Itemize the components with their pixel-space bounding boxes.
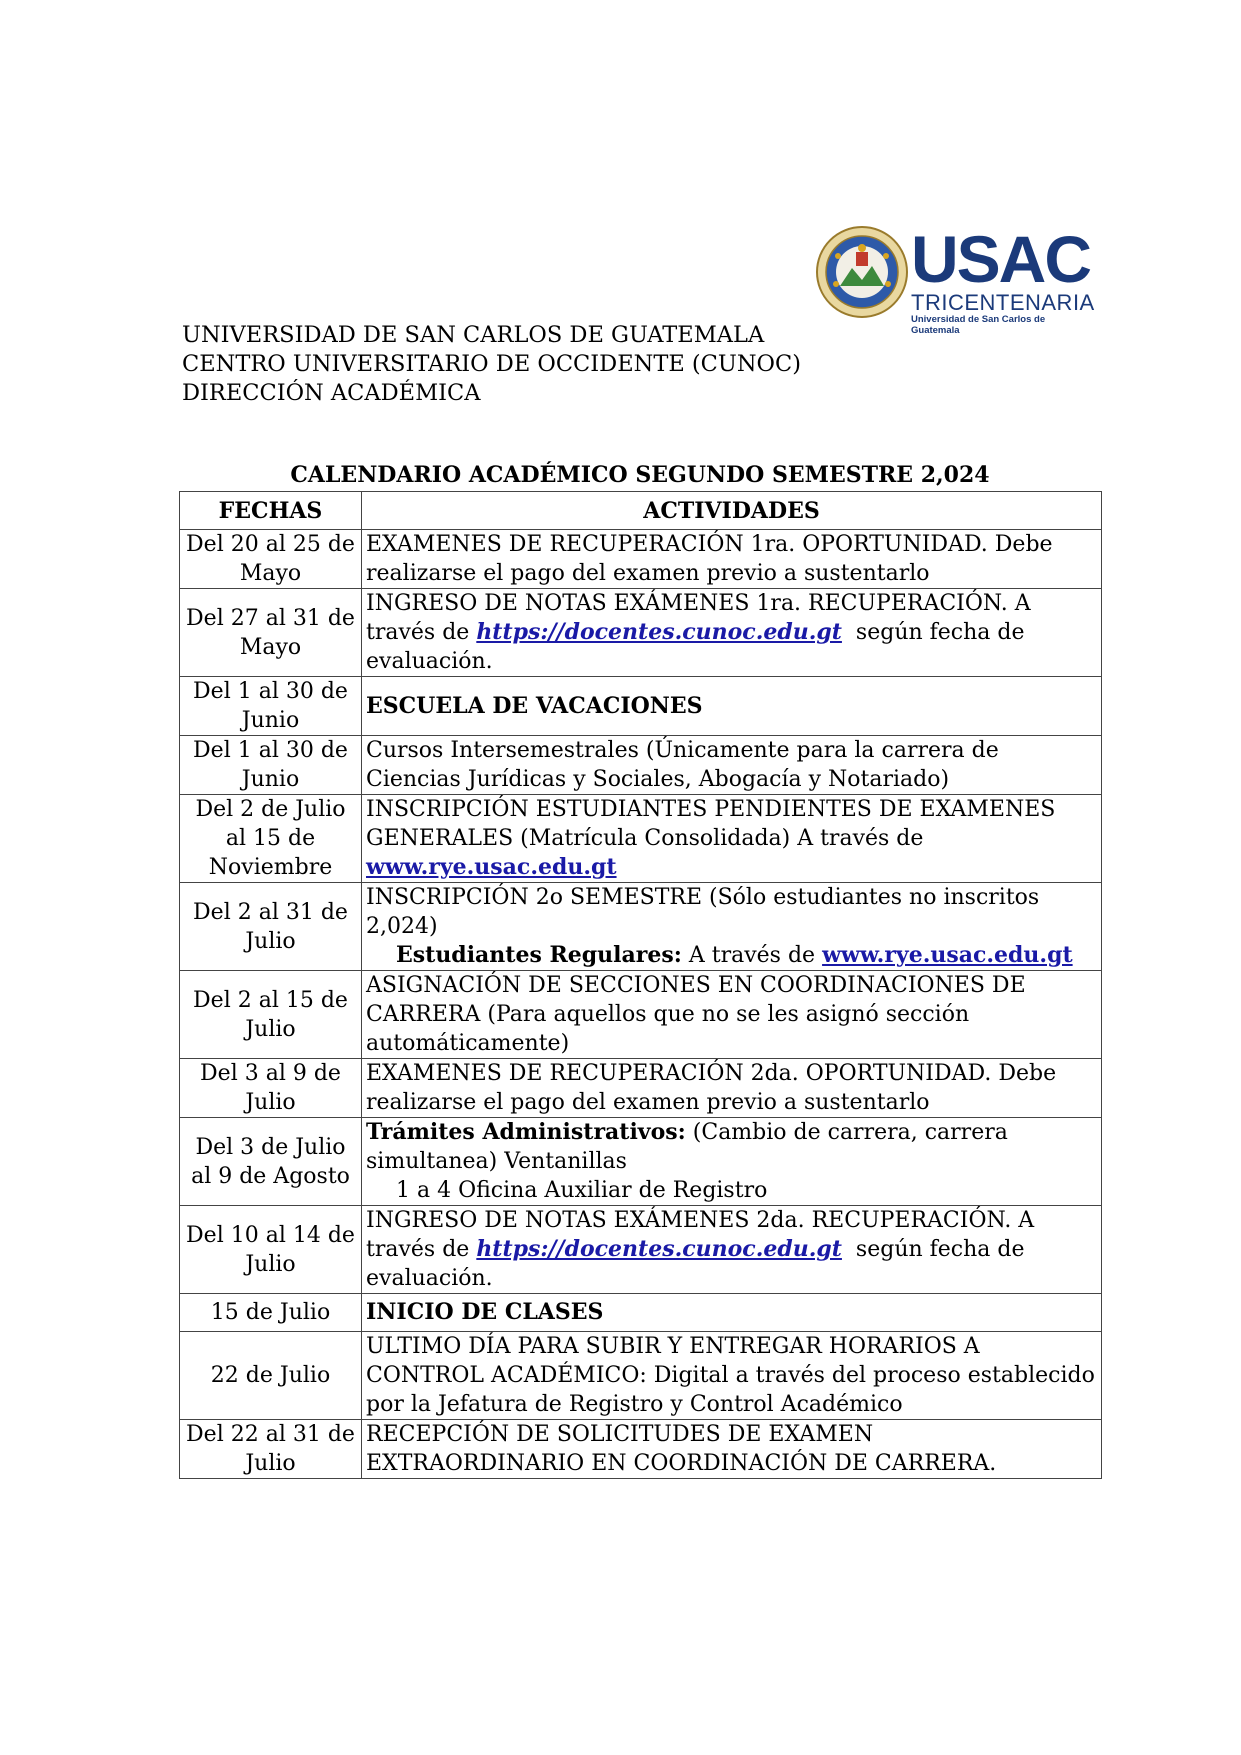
row-date: Del 10 al 14 de Julio xyxy=(180,1206,362,1294)
row-date: Del 27 al 31 de Mayo xyxy=(180,589,362,677)
activity-text-tail: A través de xyxy=(681,943,823,968)
row-activity xyxy=(362,589,1102,677)
row-date: Del 2 de Julio al 15 de Noviembre xyxy=(180,795,362,883)
rye-link[interactable]: www.rye.usac.edu.gt xyxy=(822,942,1073,968)
table-row xyxy=(180,1332,1102,1420)
row-date: Del 1 al 30 de Junio xyxy=(180,677,362,736)
activity-text: (Cambio de carrera, carrera simultanea) Ventanillas xyxy=(366,1120,1008,1174)
activity-bold: Estudiantes Regulares: xyxy=(396,942,682,968)
row-activity: ASIGNACIÓN DE SECCIONES EN COORDINACIONES DE CARRERA (Para aquellos que no se les asignó sección automáticamente) xyxy=(362,971,1102,1059)
table-row xyxy=(180,1206,1102,1294)
row-activity: EXAMENES DE RECUPERACIÓN 1ra. OPORTUNIDAD. Debe realizarse el pago del examen previo a sustentarlo xyxy=(362,530,1102,589)
row-date: Del 1 al 30 de Junio xyxy=(180,736,362,795)
row-activity xyxy=(362,795,1102,883)
row-date: Del 2 al 31 de Julio xyxy=(180,883,362,971)
activity-text: INSCRIPCIÓN 2o SEMESTRE (Sólo estudiantes no inscritos 2,024) xyxy=(366,885,1040,939)
logo-subtitle: Universidad de San Carlos de Guatemala xyxy=(911,314,1046,336)
activity-text-tail: 1 a 4 Oficina Auxiliar de Registro xyxy=(396,1178,768,1203)
table-header-row xyxy=(180,492,1102,530)
table-row xyxy=(180,1420,1102,1479)
table-row xyxy=(180,1294,1102,1332)
usac-wordmark xyxy=(911,222,1095,336)
row-date: 22 de Julio xyxy=(180,1332,362,1420)
university-seal-icon xyxy=(816,226,908,318)
row-date: Del 3 de Julio al 9 de Agosto xyxy=(180,1118,362,1206)
rye-link[interactable]: www.rye.usac.edu.gt xyxy=(366,854,617,880)
activity-text: INSCRIPCIÓN ESTUDIANTES PENDIENTES DE EXAMENES GENERALES (Matrícula Consolidada) A través de xyxy=(366,797,1056,851)
row-activity xyxy=(362,1206,1102,1294)
activity-text-tail: según fecha de evaluación. xyxy=(366,620,1032,674)
header-direction: DIRECCIÓN ACADÉMICA xyxy=(182,380,481,406)
logo-tagline: TRICENTENARIA xyxy=(911,290,1095,315)
column-header-actividades: ACTIVIDADES xyxy=(362,492,1102,530)
column-header-fechas: FECHAS xyxy=(180,492,362,530)
row-activity: Cursos Intersemestrales (Únicamente para la carrera de Ciencias Jurídicas y Sociales, Abogacía y Notariado) xyxy=(362,736,1102,795)
row-date: Del 3 al 9 de Julio xyxy=(180,1059,362,1118)
table-row xyxy=(180,971,1102,1059)
row-activity: INICIO DE CLASES xyxy=(366,1299,604,1325)
row-activity: ULTIMO DÍA PARA SUBIR Y ENTREGAR HORARIOS A CONTROL ACADÉMICO: Digital a través del proceso establecido por la Jefatura de Registro y Control Académico xyxy=(362,1332,1102,1420)
table-row xyxy=(180,736,1102,795)
header-university: UNIVERSIDAD DE SAN CARLOS DE GUATEMALA xyxy=(182,322,765,348)
document-header xyxy=(182,321,801,408)
calendar-table xyxy=(179,491,1102,1479)
table-row xyxy=(180,589,1102,677)
activity-text: INGRESO DE NOTAS EXÁMENES 2da. RECUPERACIÓN. A través de xyxy=(366,1208,1035,1262)
table-row xyxy=(180,883,1102,971)
docentes-link[interactable]: https://docentes.cunoc.edu.gt xyxy=(476,1236,842,1262)
row-activity: RECEPCIÓN DE SOLICITUDES DE EXAMEN EXTRAORDINARIO EN COORDINACIÓN DE CARRERA. xyxy=(362,1420,1102,1479)
row-date: Del 2 al 15 de Julio xyxy=(180,971,362,1059)
activity-bold: Trámites Administrativos: xyxy=(366,1119,686,1145)
header-center: CENTRO UNIVERSITARIO DE OCCIDENTE (CUNOC) xyxy=(182,351,801,377)
usac-logo xyxy=(816,222,1095,336)
activity-text: INGRESO DE NOTAS EXÁMENES 1ra. RECUPERACIÓN. A través de xyxy=(366,591,1031,645)
row-activity: ESCUELA DE VACACIONES xyxy=(366,692,703,719)
activity-text-tail: según fecha de evaluación. xyxy=(366,1237,1032,1291)
table-row xyxy=(180,795,1102,883)
table-row xyxy=(180,1059,1102,1118)
row-activity: EXAMENES DE RECUPERACIÓN 2da. OPORTUNIDAD. Debe realizarse el pago del examen previo a sustentarlo xyxy=(362,1059,1102,1118)
row-date: 15 de Julio xyxy=(180,1294,362,1332)
row-date: Del 22 al 31 de Julio xyxy=(180,1420,362,1479)
docentes-link[interactable]: https://docentes.cunoc.edu.gt xyxy=(476,619,842,645)
table-row xyxy=(180,677,1102,736)
row-date: Del 20 al 25 de Mayo xyxy=(180,530,362,589)
logo-brand: USAC xyxy=(911,222,1091,296)
row-activity xyxy=(362,1118,1102,1206)
table-row xyxy=(180,1118,1102,1206)
table-row xyxy=(180,530,1102,589)
calendar-title: CALENDARIO ACADÉMICO SEGUNDO SEMESTRE 2,024 xyxy=(290,462,990,488)
row-activity xyxy=(362,883,1102,971)
